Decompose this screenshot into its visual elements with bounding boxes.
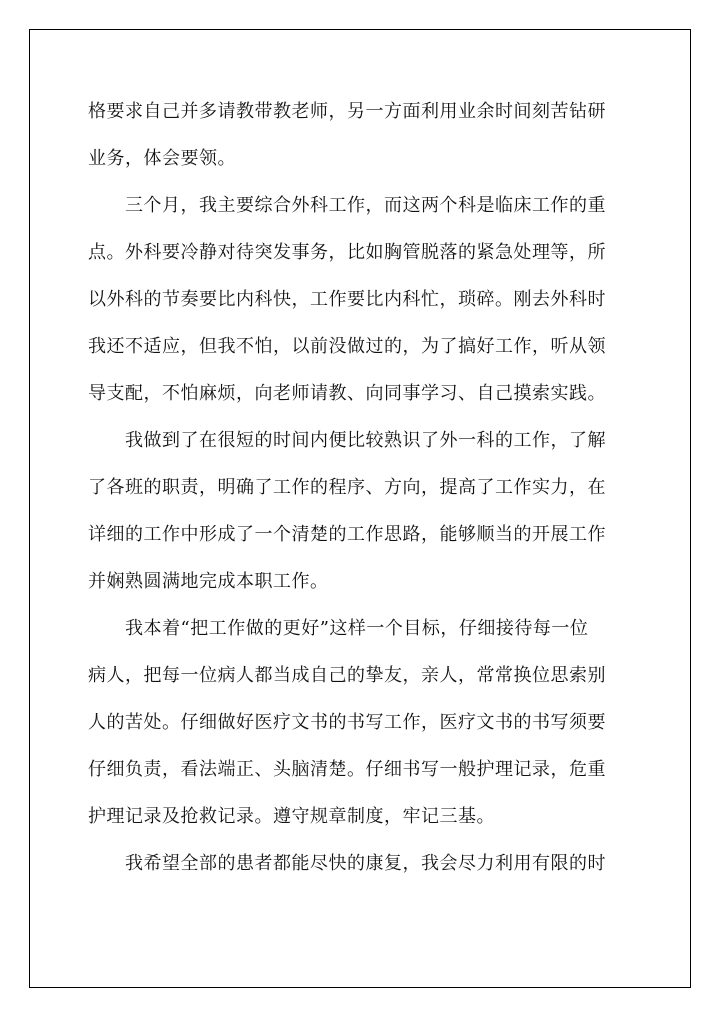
text-line: 三个月，我主要综合外科工作，而这两个科是临床工作的重 (125, 195, 606, 216)
paragraph-4 (88, 605, 636, 652)
text-line: 仔细负责，看法端正、头脑清楚。仔细书写一般护理记录，危重 (88, 759, 606, 780)
text-line: 了各班的职责，明确了工作的程序、方向，提高了工作实力，在 (88, 477, 606, 498)
text-line: 护理记录及抢救记录。遵守规章制度，牢记三基。 (88, 806, 495, 827)
text-line: 我做到了在很短的时间内便比较熟识了外一科的工作，了解 (125, 430, 606, 451)
text-line: 点。外科要冷静对待突发事务，比如胸管脱落的紧急处理等，所 (88, 242, 606, 263)
document-body (88, 88, 636, 887)
paragraph-4-cont (88, 652, 636, 840)
text-line: 详细的工作中形成了一个清楚的工作思路，能够顺当的开展工作 (88, 524, 606, 545)
text-line: 以外科的节奏要比内科快，工作要比内科忙，琐碎。刚去外科时 (88, 289, 606, 310)
paragraph-5 (88, 840, 636, 887)
paragraph-2 (88, 182, 636, 229)
paragraph-3 (88, 417, 636, 464)
text-line: 并娴熟圆满地完成本职工作。 (88, 571, 329, 592)
text-line: 导支配，不怕麻烦，向老师请教、向同事学习、自己摸索实践。 (88, 383, 606, 404)
text-line: 我希望全部的患者都能尽快的康复，我会尽力利用有限的时 (125, 853, 606, 874)
text-line: 病人，把每一位病人都当成自己的挚友，亲人，常常换位思索别 (88, 665, 606, 686)
text-line: 我还不适应，但我不怕，以前没做过的，为了搞好工作，听从领 (88, 336, 606, 357)
paragraph-1 (88, 88, 636, 182)
paragraph-2-cont (88, 229, 636, 417)
paragraph-3-cont (88, 464, 636, 605)
text-line: 业务，体会要领。 (88, 148, 236, 169)
text-line: 格要求自己并多请教带教老师，另一方面利用业余时间刻苦钻研 (88, 101, 606, 122)
text-line: 我本着“把工作做的更好”这样一个目标，仔细接待每一位 (125, 618, 589, 639)
text-line: 人的苦处。仔细做好医疗文书的书写工作，医疗文书的书写须要 (88, 712, 606, 733)
